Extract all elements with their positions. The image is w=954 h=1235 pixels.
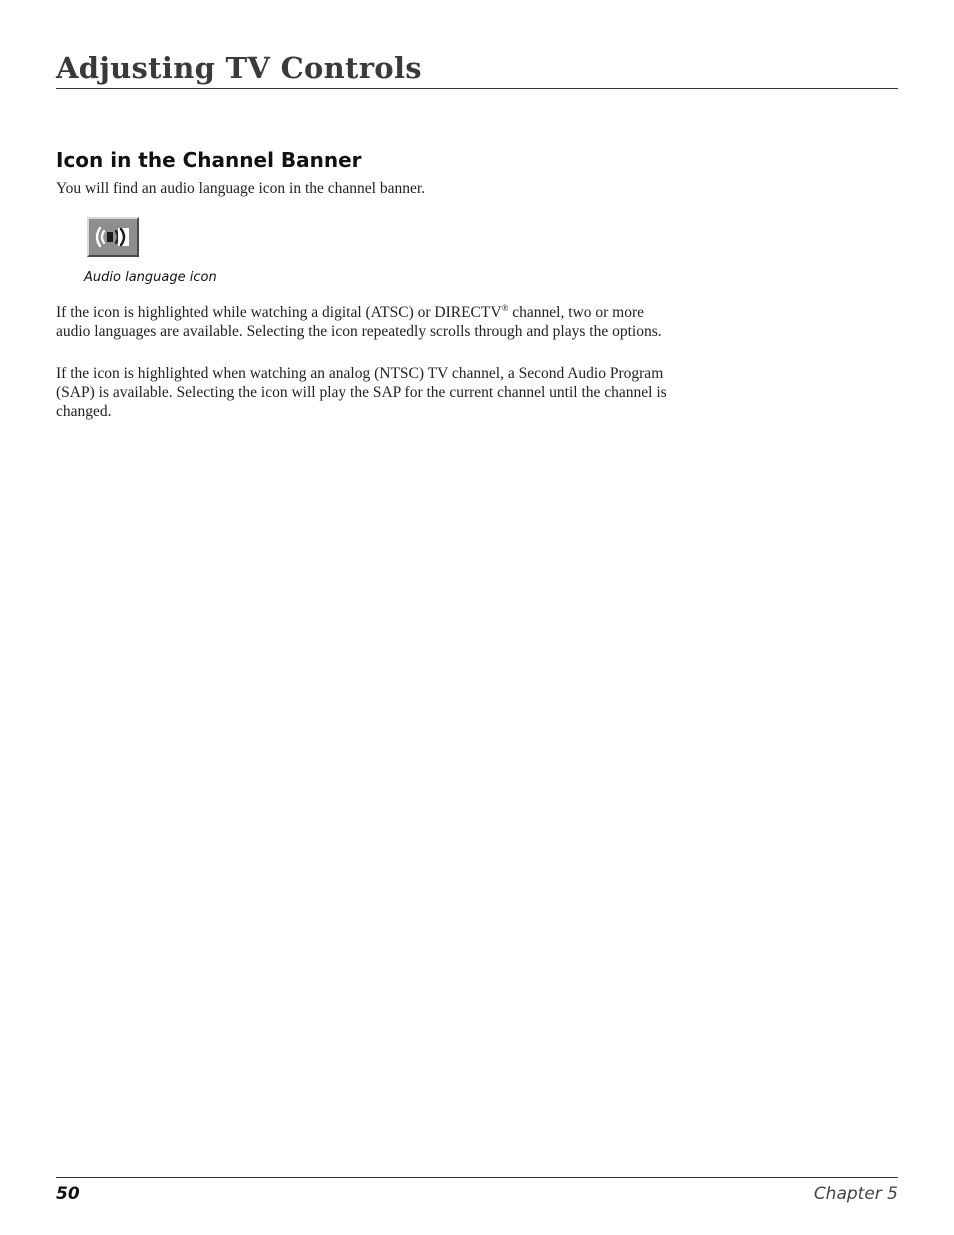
icon-caption: Audio language icon <box>84 270 217 285</box>
chapter-label: Chapter 5 <box>813 1184 898 1204</box>
paragraph-digital-text-a: If the icon is highlighted while watching a digital (ATSC) or DIRECTV <box>56 304 502 322</box>
paragraph-digital <box>56 299 676 341</box>
title-divider <box>56 88 898 89</box>
page-number: 50 <box>56 1184 80 1204</box>
paragraph-digital-text-b: channel, two or more audio languages are available. Selecting the icon repeatedly scrolls through and plays the options. <box>56 304 662 341</box>
speaker-waves-icon <box>93 222 133 252</box>
section-heading: Icon in the Channel Banner <box>56 148 362 172</box>
footer-divider <box>56 1177 898 1178</box>
paragraph-analog: If the icon is highlighted when watching an analog (NTSC) TV channel, a Second Audio Program (SAP) is available. Selecting the icon will play the SAP for the current channel until the channel is changed. <box>56 365 667 420</box>
intro-paragraph: You will find an audio language icon in the channel banner. <box>56 180 426 197</box>
audio-language-icon <box>87 217 139 257</box>
page-title: Adjusting TV Controls <box>56 51 422 85</box>
registered-mark: ® <box>501 303 509 313</box>
